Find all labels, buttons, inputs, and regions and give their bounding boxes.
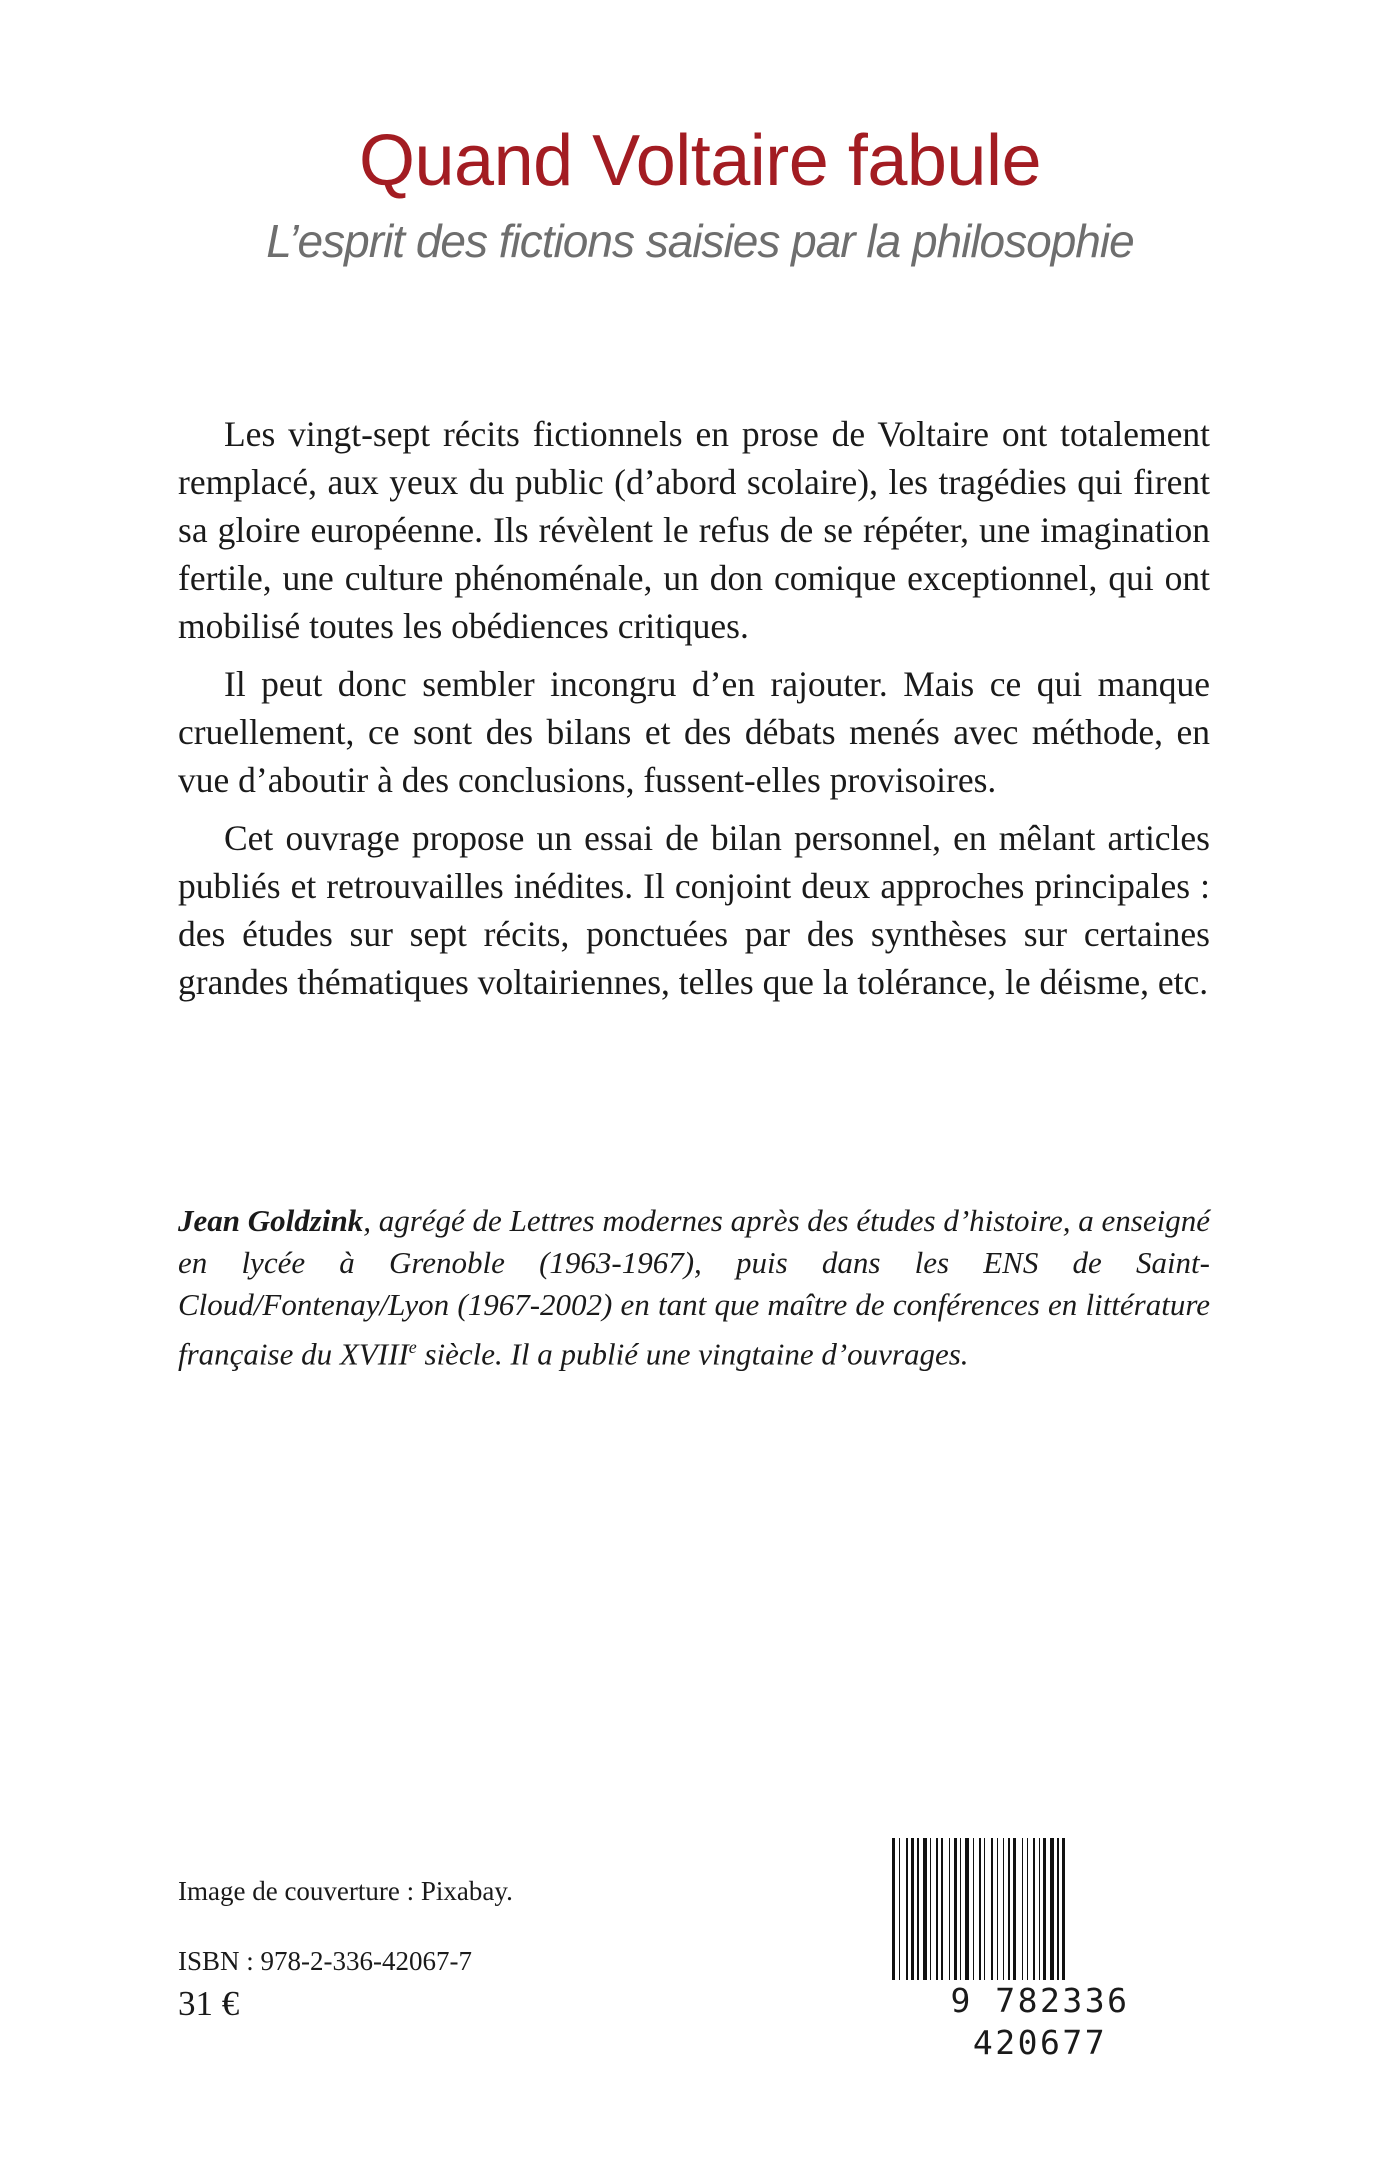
book-subtitle: L’esprit des fictions saisies par la philosophie [266,215,1134,267]
barcode-digits: 9 782336 420677 [880,1980,1200,2022]
summary-paragraph: Les vingt-sept récits fictionnels en prose de Voltaire ont totalement remplacé, aux yeux du public (d’abord scolaire), les tragédies qui firent sa gloire européenne. Ils révèlent le refus de se répéter, une imagination fertile, une culture phénoménale, un don comique exceptionnel, qui ont mobilisé toutes les obédiences critiques. [178,414,1210,646]
price: 31 € [178,1984,240,2023]
century-superscript: e [408,1337,417,1357]
author-bio-text-end: siècle. Il a publié une vingtaine d’ouvrages. [416,1336,969,1372]
summary-text [178,410,1210,1016]
author-bio-text: , agrégé de Lettres modernes après des études d’histoire, a enseigné en lycée à Grenoble (1963-1967), puis dans les ENS de Saint-Cloud/Fontenay/Lyon (1967-2002) en tant que maître de conférences en littérature française du XVIII [178,1203,1210,1372]
book-title: Quand Voltaire fabule [358,121,1041,201]
summary-paragraph: Il peut donc sembler incongru d’en rajouter. Mais ce qui manque cruellement, ce sont des bilans et des débats menés avec méthode, en vue d’aboutir à des conclusions, fussent-elles provisoires. [178,664,1210,800]
isbn: ISBN : 978-2-336-42067-7 [178,1946,472,1976]
summary-paragraph: Cet ouvrage propose un essai de bilan personnel, en mêlant articles publiés et retrouvailles inédites. Il conjoint deux approches principales : des études sur sept récits, ponctuées par des synthèses sur certaines grandes thématiques voltairiennes, telles que la tolérance, le déisme, etc. [178,818,1210,1002]
author-name: Jean Goldzink [178,1203,364,1238]
image-credit: Image de couverture : Pixabay. [178,1876,513,1906]
author-bio [178,1200,1210,1375]
